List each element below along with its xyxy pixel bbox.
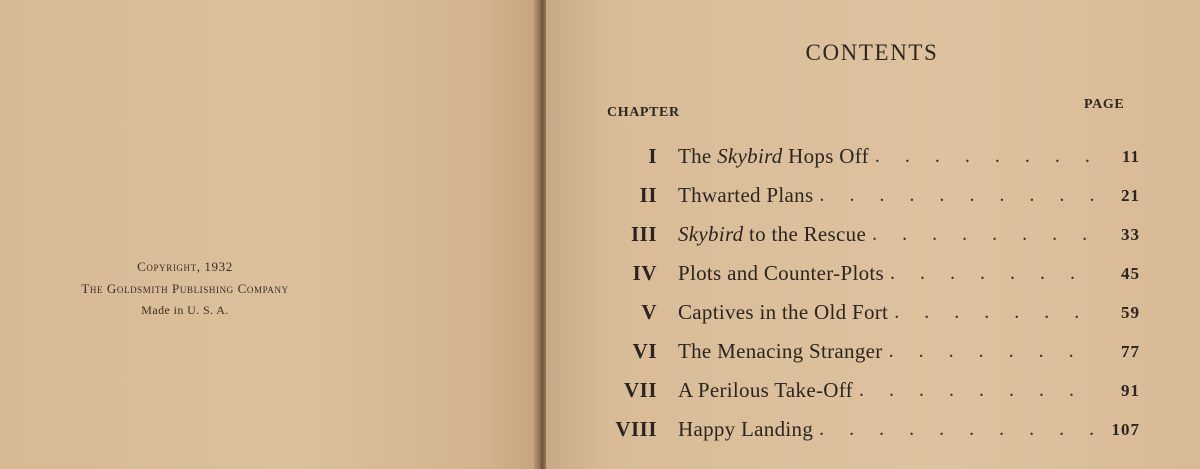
left-page <box>0 0 538 469</box>
copyright-line: Copyright, 1932 <box>137 259 233 274</box>
chapter-title-text: The <box>678 144 718 168</box>
toc-row <box>600 176 1140 215</box>
chapter-title-text: Captives in the Old Fort <box>678 300 889 324</box>
toc-row <box>600 293 1140 332</box>
contents-heading: CONTENTS <box>805 40 939 65</box>
chapter-title-text: Hops Off <box>782 144 869 168</box>
chapter-title <box>678 417 813 442</box>
page-number: 45 <box>1121 263 1140 283</box>
chapter-numeral: I <box>648 144 657 168</box>
page-column-header: PAGE <box>1084 97 1125 112</box>
toc-row <box>600 410 1140 449</box>
chapter-title <box>678 339 883 364</box>
toc-row <box>600 137 1140 176</box>
chapter-numeral: VI <box>632 339 657 363</box>
chapter-title <box>678 300 888 325</box>
page-number: 91 <box>1121 380 1140 400</box>
table-of-contents <box>600 137 1140 449</box>
chapter-numeral: IV <box>632 261 657 285</box>
chapter-title-text: The Menacing Stranger <box>678 339 883 363</box>
chapter-numeral: II <box>639 183 657 207</box>
page-number: 21 <box>1121 185 1140 205</box>
dot-leader <box>813 184 1098 207</box>
publisher-line: The Goldsmith Publishing Company <box>81 281 289 296</box>
chapter-title <box>678 144 869 169</box>
chapter-numeral: VII <box>623 378 657 402</box>
dot-leader <box>866 223 1098 246</box>
toc-row <box>600 215 1140 254</box>
chapter-title-text: A Perilous Take-Off <box>678 378 853 402</box>
copyright-block <box>0 256 370 320</box>
toc-row <box>600 371 1140 410</box>
page-number: 11 <box>1121 146 1140 166</box>
toc-row <box>600 332 1140 371</box>
dot-leader <box>869 145 1098 168</box>
dot-leader <box>853 379 1098 402</box>
toc-row <box>600 254 1140 293</box>
dot-leader <box>888 301 1098 324</box>
chapter-column-header: CHAPTER <box>607 105 680 120</box>
dot-leader <box>884 262 1098 285</box>
chapter-title <box>678 261 884 286</box>
made-in-line: Made in U. S. A. <box>141 303 229 317</box>
page-number: 59 <box>1121 302 1140 322</box>
chapter-title-text: Thwarted Plans <box>678 183 814 207</box>
chapter-numeral: V <box>641 300 657 324</box>
chapter-numeral: III <box>630 222 657 246</box>
chapter-title <box>678 378 853 403</box>
chapter-title-text: Happy Landing <box>678 417 814 441</box>
chapter-title <box>678 183 813 208</box>
chapter-title-italic: Skybird <box>717 144 783 168</box>
dot-leader <box>883 340 1098 363</box>
page-number: 107 <box>1111 419 1140 439</box>
chapter-title-text: to the Rescue <box>743 222 867 246</box>
chapter-title-text: Plots and Counter-Plots <box>678 261 884 285</box>
chapter-numeral: VIII <box>615 417 657 441</box>
chapter-title <box>678 222 866 247</box>
page-number: 77 <box>1121 341 1140 361</box>
dot-leader <box>813 418 1098 441</box>
page-number: 33 <box>1121 224 1140 244</box>
chapter-title-italic: Skybird <box>678 222 744 246</box>
